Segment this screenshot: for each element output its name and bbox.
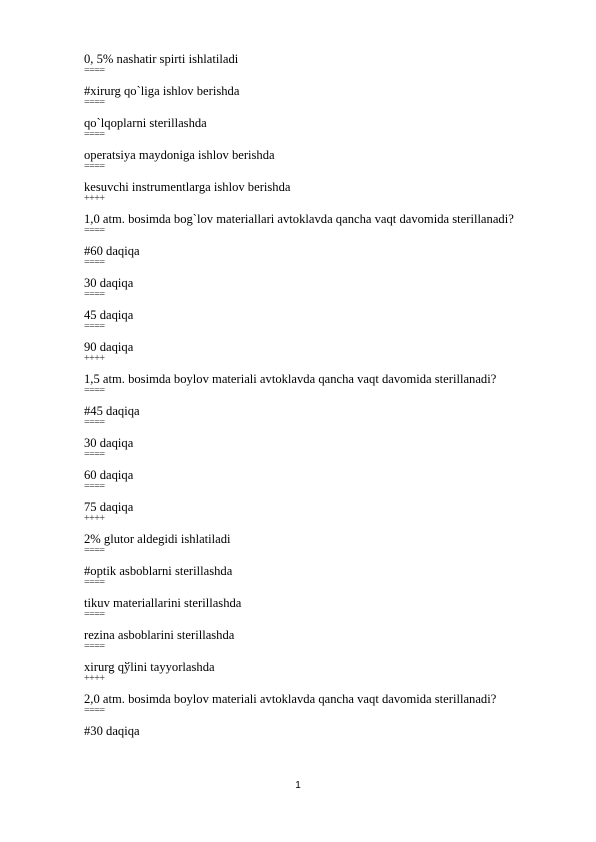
answer-option: qo`lqoplarni sterillashda: [84, 116, 207, 130]
document-body: [84, 52, 554, 738]
option-separator: ====: [84, 98, 105, 107]
answer-option: 90 daqiqa: [84, 340, 134, 354]
line-gap: [84, 715, 554, 724]
line-gap: [84, 331, 554, 340]
option-separator: ====: [84, 162, 105, 171]
question-separator: ++++: [84, 194, 105, 203]
line-gap: [84, 619, 554, 628]
line-gap: [84, 107, 554, 116]
line-gap: [84, 235, 554, 244]
answer-option: 45 daqiqa: [84, 308, 134, 322]
line-gap: [84, 555, 554, 564]
option-separator: ====: [84, 258, 105, 267]
option-separator: ====: [84, 450, 105, 459]
answer-option: 0, 5% nashatir spirti ishlatiladi: [84, 52, 239, 66]
answer-option: operatsiya maydoniga ishlov berishda: [84, 148, 275, 162]
answer-option: 30 daqiqa: [84, 276, 134, 290]
line-gap: [84, 491, 554, 500]
option-separator: ====: [84, 226, 105, 235]
answer-option: #optik asboblarni sterillashda: [84, 564, 233, 578]
answer-option: #45 daqiqa: [84, 404, 140, 418]
answer-option: 75 daqiqa: [84, 500, 134, 514]
answer-option: rezina asboblarini sterillashda: [84, 628, 235, 642]
line-gap: [84, 363, 554, 372]
line-gap: [84, 139, 554, 148]
answer-option: kesuvchi instrumentlarga ishlov berishda: [84, 180, 291, 194]
option-separator: ====: [84, 130, 105, 139]
line-gap: [84, 203, 554, 212]
answer-option: #60 daqiqa: [84, 244, 140, 258]
answer-option: 30 daqiqa: [84, 436, 134, 450]
line-gap: [84, 427, 554, 436]
question-separator: ++++: [84, 354, 105, 363]
line-gap: [84, 523, 554, 532]
page-number: 1: [295, 780, 301, 791]
option-separator: ====: [84, 642, 105, 651]
question-text: 1,0 atm. bosimda bog`lov materiallari avtoklavda qancha vaqt davomida sterillanadi?: [84, 212, 514, 226]
option-separator: ====: [84, 418, 105, 427]
line-gap: [84, 587, 554, 596]
option-separator: ====: [84, 322, 105, 331]
question-separator: ++++: [84, 674, 105, 683]
question-separator: ++++: [84, 514, 105, 523]
line-gap: [84, 171, 554, 180]
option-separator: ====: [84, 546, 105, 555]
answer-option: xirurg qўlini tayyorlashda: [84, 660, 215, 674]
line-gap: [84, 683, 554, 692]
answer-option: 60 daqiqa: [84, 468, 134, 482]
answer-option: #xirurg qo`liga ishlov berishda: [84, 84, 240, 98]
option-separator: ====: [84, 578, 105, 587]
question-text: 1,5 atm. bosimda boylov materiali avtoklavda qancha vaqt davomida sterillanadi?: [84, 372, 497, 386]
option-separator: ====: [84, 610, 105, 619]
answer-option: tikuv materiallarini sterillashda: [84, 596, 242, 610]
option-separator: ====: [84, 482, 105, 491]
line-gap: [84, 75, 554, 84]
answer-option: #30 daqiqa: [84, 724, 140, 738]
line-gap: [84, 459, 554, 468]
option-separator: ====: [84, 66, 105, 75]
option-separator: ====: [84, 706, 105, 715]
option-separator: ====: [84, 386, 105, 395]
option-separator: ====: [84, 290, 105, 299]
question-text: 2,0 atm. bosimda boylov materiali avtoklavda qancha vaqt davomida sterillanadi?: [84, 692, 497, 706]
line-gap: [84, 395, 554, 404]
line-gap: [84, 267, 554, 276]
line-gap: [84, 299, 554, 308]
line-gap: [84, 651, 554, 660]
question-text: 2% glutor aldegidi ishlatiladi: [84, 532, 231, 546]
